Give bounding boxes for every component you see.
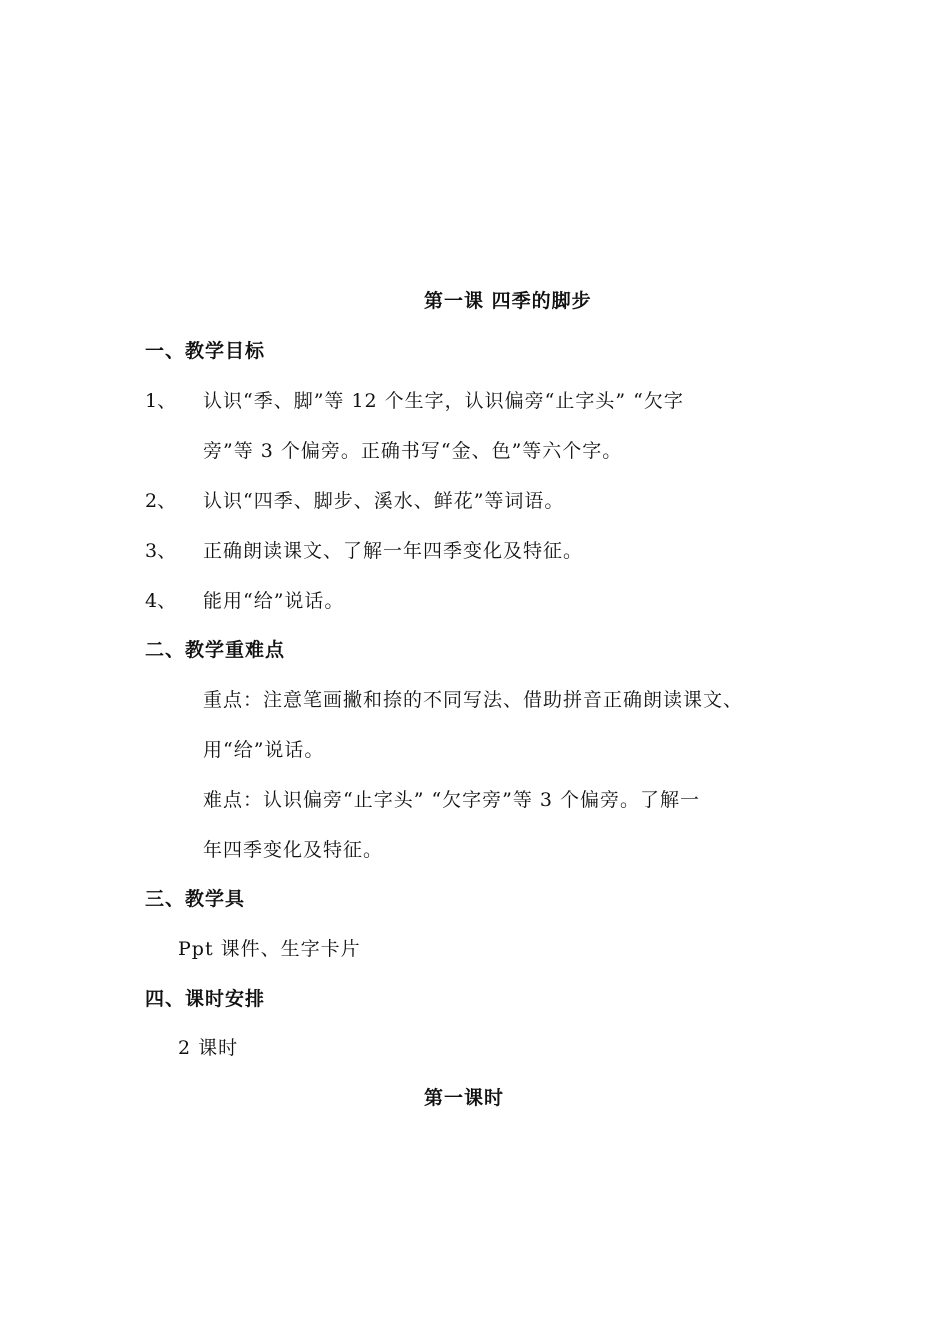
section-heading-key-points: 二、教学重难点	[145, 639, 286, 661]
section-heading-tools: 三、教学具	[145, 888, 246, 910]
tools-content: Ppt 课件、生字卡片	[178, 938, 361, 960]
goal-number: 4、	[145, 590, 177, 612]
difficulty-text-line: 年四季变化及特征。	[203, 839, 384, 861]
goal-text-line: 认识“季、脚”等 12 个生字，认识偏旁“止字头” “欠字	[203, 390, 684, 412]
goal-number: 1、	[145, 390, 177, 412]
goal-text-line: 正确朗读课文、了解一年四季变化及特征。	[203, 540, 584, 562]
section-heading-schedule: 四、课时安排	[145, 988, 266, 1010]
focus-text-line: 重点：注意笔画撇和捺的不同写法、借助拼音正确朗读课文、	[203, 689, 744, 711]
schedule-content: 2 课时	[178, 1037, 239, 1059]
goal-text-line: 认识“四季、脚步、溪水、鲜花”等词语。	[203, 490, 565, 512]
lesson-title: 第一课 四季的脚步	[424, 290, 592, 312]
focus-text-line: 用“给”说话。	[203, 739, 325, 761]
goal-text-line: 能用“给”说话。	[203, 590, 345, 612]
goal-number: 2、	[145, 490, 177, 512]
subheading: 第一课时	[424, 1087, 505, 1109]
goal-text-line: 旁”等 3 个偏旁。正确书写“金、色”等六个字。	[203, 440, 623, 462]
goal-number: 3、	[145, 540, 177, 562]
section-heading-goals: 一、教学目标	[145, 340, 266, 362]
difficulty-text-line: 难点：认识偏旁“止字头” “欠字旁”等 3 个偏旁。了解一	[203, 789, 701, 811]
